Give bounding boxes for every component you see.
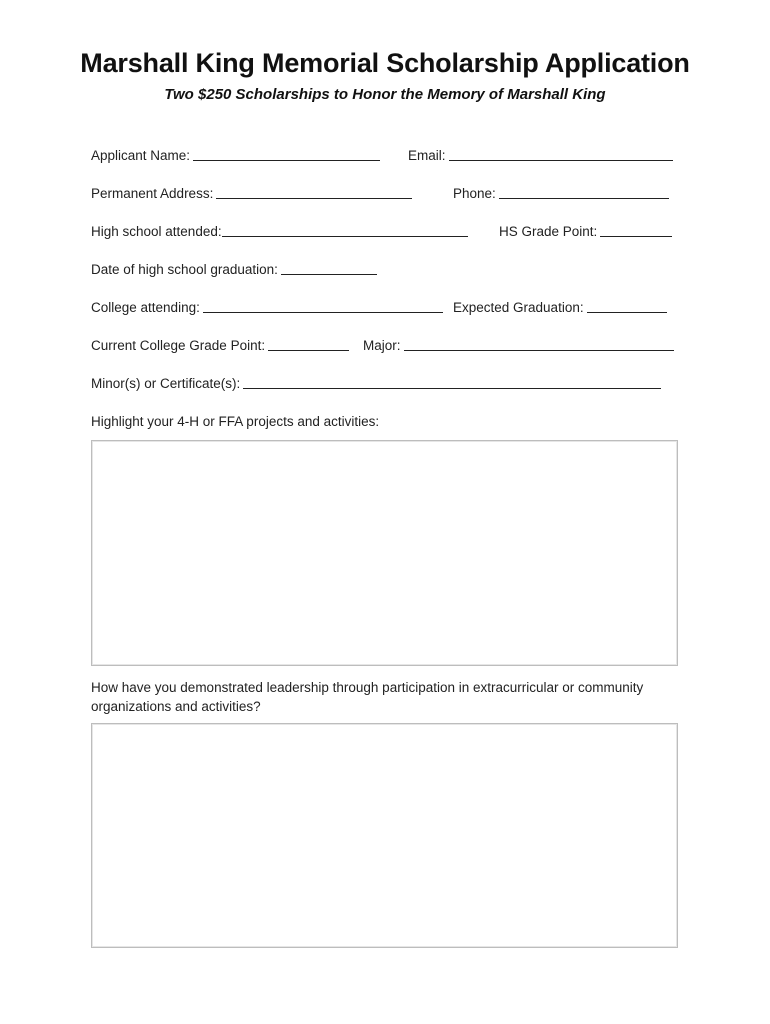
hs-gpa-input[interactable] [600, 223, 672, 237]
phone-label: Phone: [453, 186, 496, 201]
hs-graduation-field [91, 261, 377, 277]
high-school-field [91, 223, 468, 239]
email-field [408, 147, 673, 163]
high-school-input[interactable] [222, 223, 468, 237]
permanent-address-label: Permanent Address: [91, 186, 214, 201]
phone-field [453, 185, 669, 201]
hs-gpa-label: HS Grade Point: [499, 224, 598, 239]
applicant-name-field [91, 147, 380, 163]
projects-answer-box[interactable] [91, 440, 678, 666]
college-input[interactable] [203, 299, 443, 313]
page-subtitle: Two $250 Scholarships to Honor the Memory of Marshall King [164, 86, 606, 103]
major-label: Major: [363, 338, 401, 353]
phone-input[interactable] [499, 185, 669, 199]
leadership-question: How have you demonstrated leadership through participation in extracurricular or community organizations and activities? [91, 680, 644, 714]
minor-input[interactable] [243, 375, 661, 389]
projects-question: Highlight your 4-H or FFA projects and activities: [91, 414, 380, 429]
email-input[interactable] [449, 147, 673, 161]
minor-field [91, 375, 661, 391]
minor-label: Minor(s) or Certificate(s): [91, 376, 241, 391]
hs-graduation-label: Date of high school graduation: [91, 262, 278, 277]
applicant-name-label: Applicant Name: [91, 148, 191, 163]
college-label: College attending: [91, 300, 200, 315]
college-gpa-field [91, 337, 349, 353]
major-field [363, 337, 674, 353]
college-field [91, 299, 443, 315]
college-gpa-label: Current College Grade Point: [91, 338, 266, 353]
expected-graduation-label: Expected Graduation: [453, 300, 584, 315]
applicant-name-input[interactable] [193, 147, 380, 161]
permanent-address-input[interactable] [216, 185, 412, 199]
expected-graduation-field [453, 299, 667, 315]
expected-graduation-input[interactable] [587, 299, 667, 313]
hs-gpa-field [499, 223, 672, 239]
permanent-address-field [91, 185, 412, 201]
college-gpa-input[interactable] [268, 337, 349, 351]
high-school-label: High school attended: [91, 224, 222, 239]
page-title: Marshall King Memorial Scholarship Application [80, 48, 690, 78]
leadership-answer-box[interactable] [91, 723, 678, 948]
hs-graduation-input[interactable] [281, 261, 377, 275]
major-input[interactable] [404, 337, 674, 351]
email-label: Email: [408, 148, 446, 163]
